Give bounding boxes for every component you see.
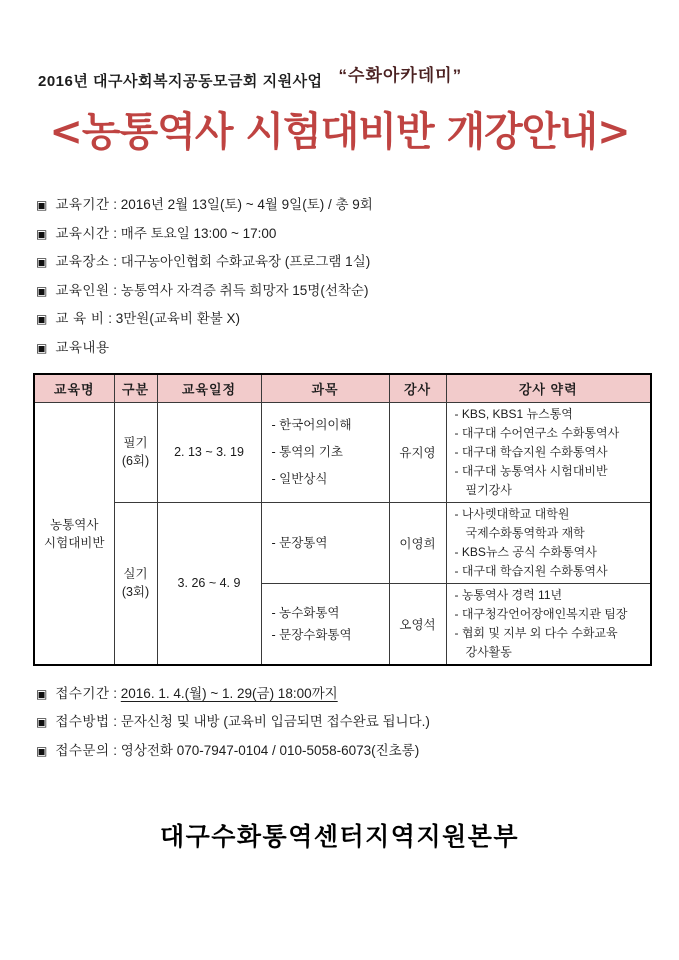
program-subtitle: 2016년 대구사회복지공동모금회 지원사업 xyxy=(38,73,323,90)
bio-line: - 대구대 학습지원 수화통역사 xyxy=(454,444,608,459)
course-name-line: 시험대비반 xyxy=(44,536,105,550)
category-cell-written xyxy=(114,402,157,502)
category-type: 실기 xyxy=(123,567,148,581)
course-info-list xyxy=(36,191,679,362)
apply-separator: : xyxy=(109,714,121,729)
apply-value: 영상전화 070-7947-0104 / 010-5058-6073(진초롱) xyxy=(120,742,420,758)
square-bullet-icon: ▣ xyxy=(36,686,48,701)
application-info-list xyxy=(36,680,679,766)
instructor-bio-cell xyxy=(446,402,651,502)
apply-separator: : xyxy=(109,685,121,701)
square-bullet-icon: ▣ xyxy=(36,198,48,212)
course-name-line: 농통역사 xyxy=(50,518,99,532)
subject-line: - 문장수화통역 xyxy=(271,627,352,642)
bio-line: - 대구대 농통역사 시험대비반 xyxy=(454,463,608,478)
square-bullet-icon: ▣ xyxy=(36,743,48,758)
col-header-instructor: 강사 xyxy=(389,374,446,402)
info-label: 교육인원 xyxy=(55,282,110,298)
apply-value-deadline: 2016. 1. 4.(월) ~ 1. 29(금) 18:00까지 xyxy=(120,685,338,701)
category-type: 필기 xyxy=(123,436,148,450)
col-header-instructor-bio: 강사 약력 xyxy=(446,374,651,402)
bio-line: - KBS뉴스 공식 수화통역사 xyxy=(454,544,597,559)
square-bullet-icon: ▣ xyxy=(36,255,48,269)
col-header-course-name: 교육명 xyxy=(34,374,114,402)
category-cell-practical xyxy=(114,502,157,665)
info-item-fee xyxy=(36,305,679,334)
bio-line: - 농통역사 경력 11년 xyxy=(454,587,563,602)
instructor-cell: 이영희 xyxy=(389,502,446,583)
instructor-bio-cell xyxy=(446,502,651,583)
info-item-capacity xyxy=(36,277,679,306)
info-value: 대구농아인협회 수화교육장 (프로그램 1실) xyxy=(120,254,371,269)
bio-line: - 대구대 학습지원 수화통역사 xyxy=(454,563,608,578)
info-separator: : xyxy=(109,225,121,241)
subjects-cell-deaf-interpret xyxy=(261,583,389,665)
academy-label: “수화아카데미” xyxy=(338,66,463,85)
bio-line: - KBS, KBS1 뉴스통역 xyxy=(454,406,573,421)
category-count: (6회) xyxy=(121,454,150,468)
col-header-subject: 과목 xyxy=(261,374,389,402)
info-value: 2016년 2월 13일(토) ~ 4월 9일(토) / 총 9회 xyxy=(120,197,373,212)
table-header-row xyxy=(34,374,651,402)
col-header-schedule: 교육일정 xyxy=(157,374,261,402)
category-count: (3회) xyxy=(121,585,150,599)
subject-line: - 일반상식 xyxy=(271,472,328,486)
bio-line: - 나사렛대학교 대학원 xyxy=(454,506,570,521)
bio-line: 국제수화통역학과 재학 xyxy=(465,525,585,540)
bio-line: - 대구청각언어장애인복지관 팀장 xyxy=(454,606,628,621)
info-value: 3만원(교육비 환불 X) xyxy=(115,311,241,326)
subject-line: - 한국어의이해 xyxy=(271,418,352,432)
apply-item-contact xyxy=(36,737,679,766)
table-row xyxy=(34,402,651,502)
bio-line: - 대구대 수어연구소 수화통역사 xyxy=(454,425,620,440)
page-title: <농통역사 시험대비반 개강안내> xyxy=(49,108,630,155)
square-bullet-icon: ▣ xyxy=(36,283,48,298)
square-bullet-icon: ▣ xyxy=(36,312,48,326)
bio-line: - 협회 및 지부 외 다수 수화교육 xyxy=(454,625,618,640)
instructor-cell: 오영석 xyxy=(389,583,446,665)
subject-line: - 통역의 기초 xyxy=(271,445,343,459)
bio-line: 필기강사 xyxy=(465,482,512,497)
course-name-cell xyxy=(34,402,114,665)
apply-separator: : xyxy=(109,742,121,758)
info-item-place xyxy=(36,248,679,277)
schedule-cell-written: 2. 13 ~ 3. 19 xyxy=(157,402,261,502)
header xyxy=(0,0,679,91)
organization-name: 대구수화통역센터지역지원본부 xyxy=(159,823,520,851)
col-header-category: 구분 xyxy=(114,374,157,402)
info-label: 교육기간 xyxy=(55,197,110,212)
info-value: 농통역사 자격증 취득 희망자 15명(선착순) xyxy=(120,282,369,298)
info-separator: : xyxy=(109,197,121,212)
square-bullet-icon: ▣ xyxy=(36,340,48,355)
subjects-cell-sentence xyxy=(261,502,389,583)
apply-label: 접수기간 xyxy=(55,685,110,701)
info-item-content xyxy=(36,334,679,363)
subject-line: - 농수화통역 xyxy=(271,605,340,620)
apply-label: 접수문의 xyxy=(55,742,110,758)
info-label: 교육장소 xyxy=(55,254,110,269)
apply-item-method xyxy=(36,708,679,737)
schedule-cell-practical: 3. 26 ~ 4. 9 xyxy=(157,502,261,665)
square-bullet-icon: ▣ xyxy=(36,226,48,241)
bio-line: 강사활동 xyxy=(465,644,512,659)
info-label: 교육내용 xyxy=(55,339,110,355)
info-separator: : xyxy=(109,254,121,269)
info-label: 교 육 비 xyxy=(55,311,105,326)
info-item-time xyxy=(36,220,679,249)
square-bullet-icon: ▣ xyxy=(36,715,48,729)
apply-label: 접수방법 xyxy=(55,714,110,729)
subjects-cell-written xyxy=(261,402,389,502)
info-separator: : xyxy=(109,282,121,298)
instructor-bio-cell xyxy=(446,583,651,665)
apply-item-period xyxy=(36,680,679,709)
table-row xyxy=(34,502,651,583)
course-table xyxy=(33,373,652,666)
course-table-container xyxy=(33,373,679,666)
subject-line: - 문장통역 xyxy=(271,535,328,550)
info-value: 매주 토요일 13:00 ~ 17:00 xyxy=(120,225,277,241)
info-item-period xyxy=(36,191,679,220)
apply-value: 문자신청 및 내방 (교육비 입금되면 접수완료 됩니다.) xyxy=(120,714,430,729)
instructor-cell: 유지영 xyxy=(389,402,446,502)
info-label: 교육시간 xyxy=(55,225,110,241)
info-separator: : xyxy=(104,311,116,326)
